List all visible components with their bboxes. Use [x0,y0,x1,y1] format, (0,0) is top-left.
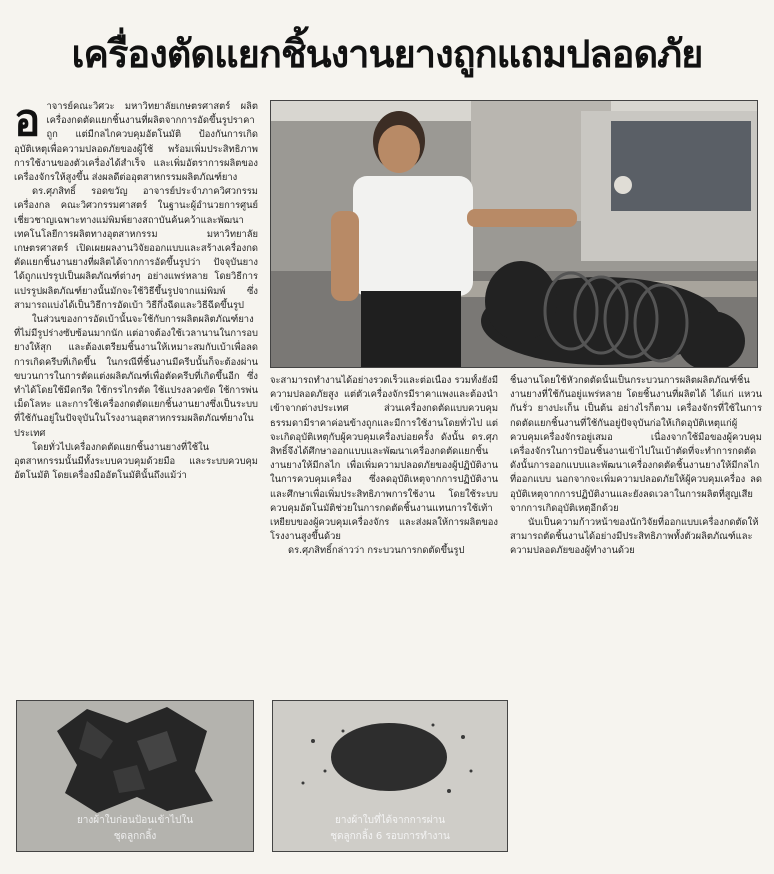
headline: เครื่องตัดแยกชิ้นงานยางถูกแถมปลอดภัย [71,32,703,76]
paragraph: ดร.ศุภสิทธิ์ รอดขวัญ อาจารย์ประจำภาควิศวกรรมเครื่องกล คณะวิศวกรรมศาสตร์ ในฐานะผู้อำนวยการศูนย์เชี่ยวชาญเฉพาะทางแม่พิมพ์ยางสถาบันค้นคว้าและพัฒนาเทคโนโลยีการผลิตทางอุตสาหกรรม มหาวิทยาลัยเกษตรศาสตร์ เปิดเผยผลงานวิจัยออกแบบและสร้างเครื่องกดตัดแยกชิ้นงานยางที่ผลิตได้จากการอัดขึ้นรูปว่า ปัจจุบันยางได้ถูกแปรรูปเป็นผลิตภัณฑ์ต่างๆ อย่างแพร่หลาย โดยวิธีการแปรรูปผลิตภัณฑ์ยางนั้นมักจะใช้วิธีขึ้นรูปจากแม่พิมพ์ ซึ่งสามารถแบ่งได้เป็นวิธีการอัดเบ้า วิธีกึ่งฉีดและวิธีฉีดขึ้นรูป [14,186,258,311]
paragraph: ชิ้นงานโดยใช้หัวกดตัดนั้นเป็นกระบวนการผลิตผลิตภัณฑ์ชิ้นงานยางที่ใช้กันอยู่แพร่หลาย โดยชิ้นงานที่ผลิตได้ ได้แก่ แหวนกันรั่ว ยางปะเก็น เป็นต้น อย่างไรก็ตาม เครื่องจักรที่ใช้ในการกดตัดแยกชิ้นงานที่ใช้กันอยู่ปัจจุบันก่อให้เกิดอุบัติเหตุแก่ผู้ควบคุมเครื่องจักรอยู่เสมอ เนื่องจากใช้มือของผู้ควบคุมเครื่องจักรในการป้อนชิ้นงานเข้าไปในเบ้าตัดที่จะทำการกดตัด ดังนั้นการออกแบบและพัฒนาเครื่องกดตัดชิ้นงานยางให้มีกลไกที่ออกแบบ นอกจากจะเพิ่มความปลอดภัยให้ผู้ควบคุมเครื่อง ลดอุบัติเหตุจากการปฏิบัติงานและยังลดเวลาในการผลิตที่สูญเสียจากการเกิดอุบัติเหตุอีกด้วย [510,375,762,514]
rubber-before-photo [16,700,254,852]
article-column-3 [510,374,762,734]
photo-caption: ยางผ้าใบก่อนป้อนเข้าไปใน ชุดลูกกลิ้ง [76,815,194,842]
paragraph: ดร.ศุภสิทธิ์กล่าวว่า กระบวนการกดตัดขึ้นรูป [288,545,465,557]
photo-caption: ยางผ้าใบที่ได้จากการผ่าน ชุดลูกกลิ้ง 6 รอบการทำงาน [330,815,450,842]
article-column-2 [270,374,498,682]
article-column-1 [14,100,258,694]
paragraph: ในส่วนของการอัดเบ้านั้นจะใช้กับการผลิตผลิตภัณฑ์ยางที่ไม่มีรูปร่างซับซ้อนมากนัก แต่อาจต้องใช้เวลานานในการอบยางให้สุก และต้องเตรียมชิ้นงานให้เหมาะสมกับเบ้าเพื่อลดการเกิดครีบที่เกิดขึ้น ในกรณีที่ชิ้นงานมีครีบนั้นก็จะต้องผ่านขบวนการในการตัดแต่งผลิตภัณฑ์เพื่อตัดครีบที่เกิดขึ้นอีก ซึ่งทำได้โดยใช้มีดกรีด ใช้กรรไกรตัด ใช้แปรงลวดขัด ใช้การพ่นเม็ดโลหะ และการใช้เครื่องกดตัดแยกชิ้นงานยางซึ่งเป็นระบบที่ใช้กันอยู่ในปัจจุบันในโรงงานอุตสาหกรรมผลิตภัณฑ์ยางในประเทศ [14,314,258,439]
paragraph: โดยทั่วไปเครื่องกดตัดแยกชิ้นงานยางที่ใช้ในอุตสาหกรรมนั้นมีทั้งระบบควบคุมด้วยมือ และระบบควบคุมอัตโนมัติ โดยเครื่องมืออัตโนมัตินั้นถึงแม้ว่า [14,441,258,482]
machine-photo [270,100,758,368]
paragraph: นับเป็นความก้าวหน้าของนักวิจัยที่ออกแบบเครื่องกดตัดให้สามารถตัดชิ้นงานได้อย่างมีประสิทธิภาพทั้งตัวผลิตภัณฑ์และความปลอดภัยของผู้ทำงานด้วย [510,517,759,557]
drop-cap: อ [14,100,41,146]
paragraph: จะสามารถทำงานได้อย่างรวดเร็วและต่อเนื่อง รวมทั้งยังมีความปลอดภัยสูง แต่ตัวเครื่องจักรมีราคาแพงและต้องนำเข้าจากต่างประเทศ ส่วนเครื่องกดตัดแบบควบคุมธรรมดามีราคาค่อนข้างถูกและมีการใช้งานโดยทั่วไป แต่จะเกิดอุบัติเหตุกับผู้ควบคุมเครื่องบ่อยครั้ง ดังนั้น ดร.ศุภสิทธิ์จึงได้ศึกษาออกแบบและพัฒนาเครื่องกดตัดแยกชิ้นงานยางให้มีกลไก เพื่อเพิ่มความปลอดภัยของผู้ปฏิบัติงานในการควบคุมเครื่อง ซึ่งลดอุบัติเหตุจากการปฏิบัติงานและศึกษาเพื่อเพิ่มประสิทธิภาพการใช้งาน โดยใช้ระบบควบคุมอัตโนมัติช่วยในการกดตัดชิ้นงานแทนการใช้เท้าเหยียบของผู้ควบคุมเครื่องจักร และส่งผลให้การผลิตของโรงงานสูงขึ้นด้วย [270,375,498,543]
rubber-after-photo [272,700,508,852]
machine-photo-illustration [271,101,757,367]
paragraph: าจารย์คณะวิศวะ มหาวิทยาลัยเกษตรศาสตร์ ผลิตเครื่องกดตัดแยกชิ้นงานที่ผลิตจากการอัดขึ้นรูปราคาถูก แต่มีกลไกควบคุมอัตโนมัติ ป้องกันการเกิดอุบัติเหตุเพื่อความปลอดภัยของผู้ใช้ พร้อมเพิ่มประสิทธิภาพการใช้งานของตัวเครื่องได้สำเร็จ และเพิ่มอัตราการผลิตของเครื่องจักรให้สูงขึ้น ส่งผลดีต่ออุตสาหกรรมผลิตภัณฑ์ยาง [14,101,258,184]
